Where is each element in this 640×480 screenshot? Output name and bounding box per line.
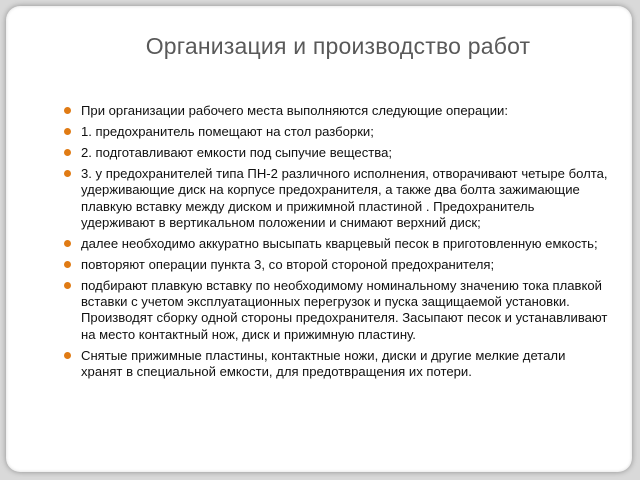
bullet-text: далее необходимо аккуратно высыпать кварцевый песок в приготовленную емкость;: [81, 235, 598, 251]
bullet-dot-icon: [64, 107, 71, 114]
bullet-text: Снятые прижимные пластины, контактные ножи, диски и другие мелкие детали хранят в специальной емкости, для предотвращения их потери.: [81, 347, 566, 380]
bullet-item-6: [63, 257, 609, 273]
bullet-item-3: [63, 145, 609, 161]
bullet-text: 2. подготавливают емкости под сыпучие вещества;: [81, 144, 392, 160]
bullet-dot-icon: [64, 170, 71, 177]
bullet-dot-icon: [64, 282, 71, 289]
bullet-item-2: [63, 124, 609, 140]
bullet-text: При организации рабочего места выполняются следующие операции:: [81, 103, 508, 118]
bullet-dot-icon: [64, 352, 71, 359]
bullet-dot-icon: [64, 240, 71, 247]
bullet-item-5: [63, 236, 609, 252]
bullet-dot-icon: [64, 128, 71, 135]
slide-title: Организация и производство работ: [145, 33, 531, 59]
bullet-item-4: [63, 166, 609, 232]
bullet-list: [63, 103, 609, 385]
bullet-text: подбирают плавкую вставку по необходимому номинальному значению тока плавкой вставки с учетом эксплуатационных перегрузок и пуска защищаемой установки. Производят сборку одной стороны предохранителя. Засыпают песок и устанавливают на место контактный нож, диск и прижимную пластину.: [81, 277, 608, 342]
bullet-item-1: [63, 103, 609, 119]
bullet-text: повторяют операции пункта 3, со второй стороной предохранителя;: [81, 256, 495, 272]
bullet-text: 1. предохранитель помещают на стол разборки;: [81, 123, 374, 139]
bullet-dot-icon: [64, 149, 71, 156]
bullet-dot-icon: [64, 261, 71, 268]
bullet-item-7: [63, 278, 609, 344]
bullet-text: 3. у предохранителей типа ПН-2 различного исполнения, отворачивают четыре болта, удерживающие диск на корпусе предохранителя, а также два болта зажимающие плавкую вставку между диском и прижимной пластиной . Предохранитель удерживают в вертикальном положении и снимают верхний диск;: [81, 165, 608, 230]
bullet-item-8: [63, 348, 609, 381]
